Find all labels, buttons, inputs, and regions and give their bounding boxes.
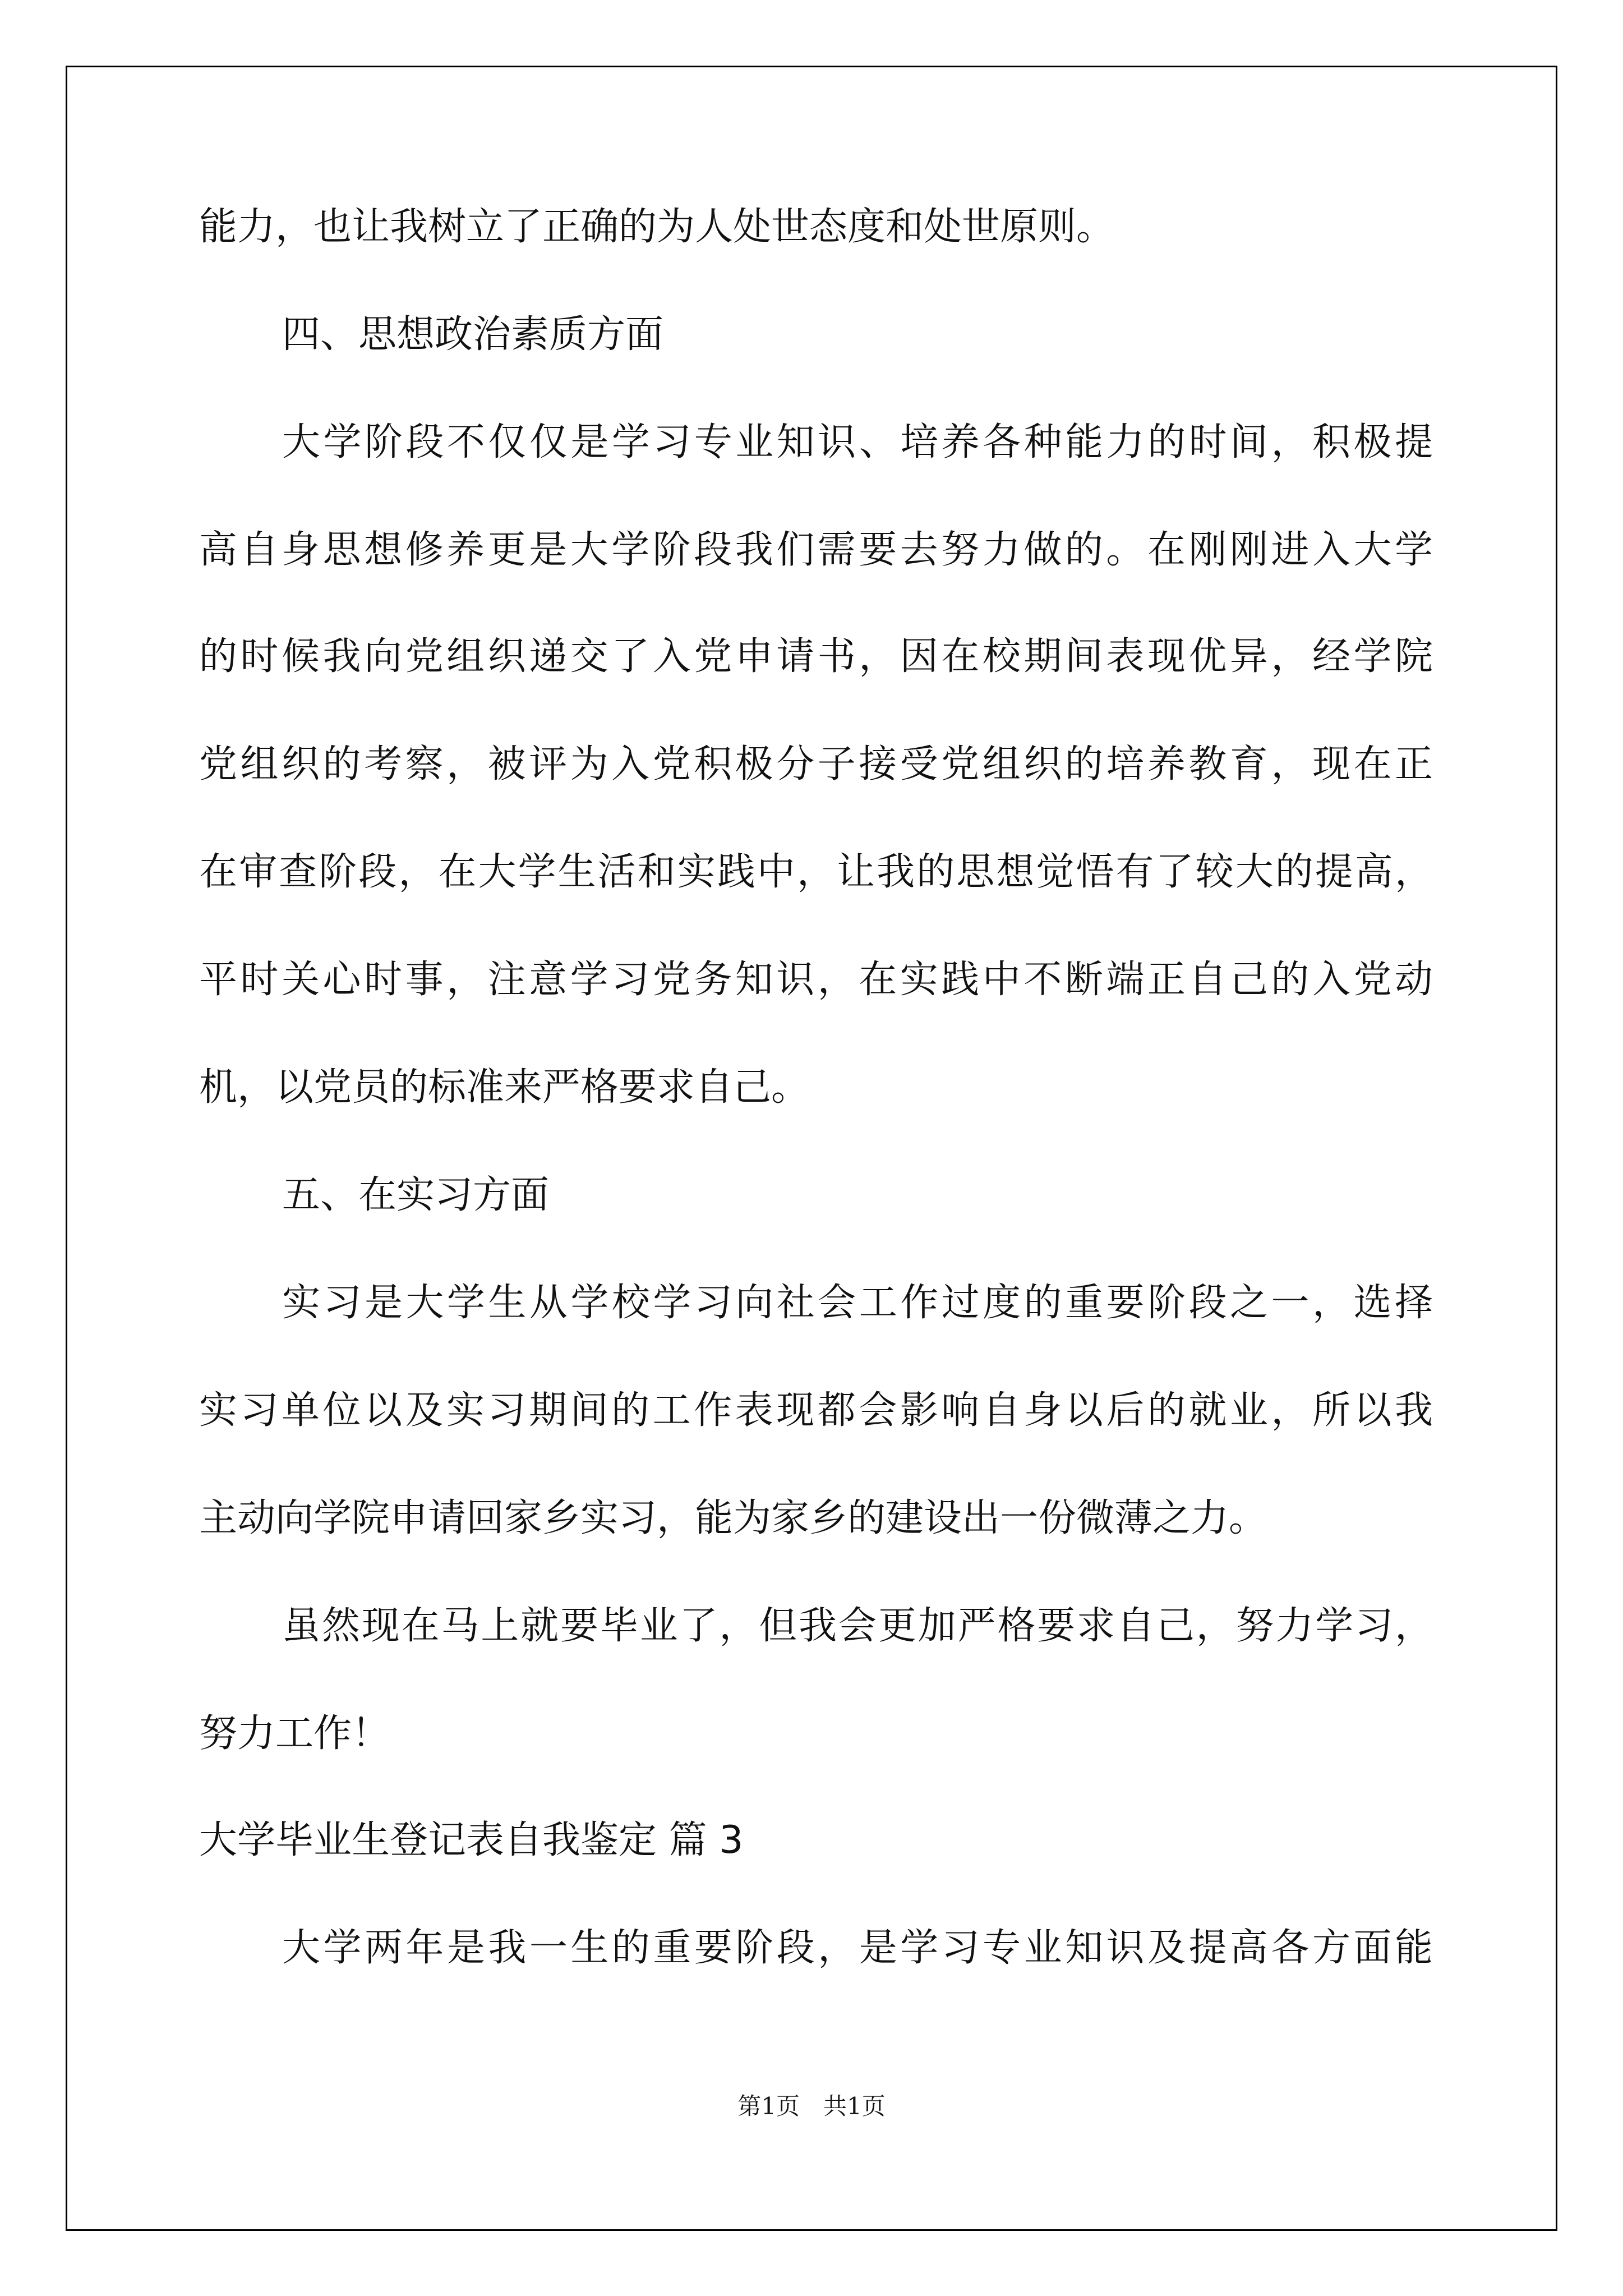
paragraph-line: 在审查阶段，在大学生活和实践中，让我的思想觉悟有了较大的提高， xyxy=(199,850,1433,894)
paragraph-line: 党组织的考察，被评为入党积极分子接受党组织的培养教育，现在正 xyxy=(199,742,1433,786)
page-border xyxy=(66,66,1557,2231)
page-footer: 第1页 共1页 xyxy=(737,2092,886,2120)
article-title: 大学毕业生登记表自我鉴定 篇 3 xyxy=(199,1818,744,1862)
paragraph-line: 大学两年是我一生的重要阶段，是学习专业知识及提高各方面能 xyxy=(282,1926,1433,1970)
section-heading: 五、在实习方面 xyxy=(282,1173,550,1217)
paragraph-line: 大学阶段不仅仅是学习专业知识、培养各种能力的时间，积极提 xyxy=(282,420,1433,464)
paragraph-line: 的时候我向党组织递交了入党申请书，因在校期间表现优异，经学院 xyxy=(199,634,1433,679)
paragraph-line: 能力，也让我树立了正确的为人处世态度和处世原则。 xyxy=(199,205,1115,249)
paragraph-line: 高自身思想修养更是大学阶段我们需要去努力做的。在刚刚进入大学 xyxy=(199,528,1433,572)
paragraph-line: 实习是大学生从学校学习向社会工作过度的重要阶段之一，选择 xyxy=(282,1281,1433,1325)
paragraph-line: 主动向学院申请回家乡实习，能为家乡的建设出一份微薄之力。 xyxy=(199,1496,1267,1540)
section-heading: 四、思想政治素质方面 xyxy=(282,312,664,357)
paragraph-line: 机，以党员的标准来严格要求自己。 xyxy=(199,1065,810,1110)
paragraph-line: 实习单位以及实习期间的工作表现都会影响自身以后的就业，所以我 xyxy=(199,1388,1433,1433)
paragraph-line: 努力工作！ xyxy=(199,1711,390,1756)
paragraph-line: 虽然现在马上就要毕业了，但我会更加严格要求自己，努力学习， xyxy=(282,1604,1433,1648)
paragraph-line: 平时关心时事，注意学习党务知识，在实践中不断端正自己的入党动 xyxy=(199,958,1433,1002)
